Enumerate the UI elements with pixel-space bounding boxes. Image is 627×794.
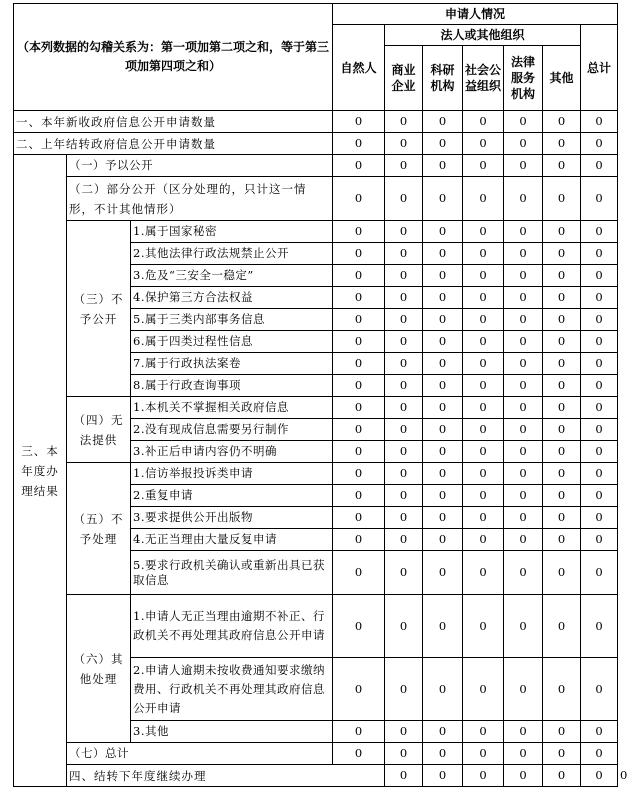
- cell-value: 0: [581, 309, 618, 331]
- cell-value: 0: [543, 155, 581, 177]
- cell-value: 0: [333, 375, 385, 397]
- cell-value: 0: [504, 595, 543, 658]
- cell-value: 0: [423, 658, 463, 721]
- cell-value: 0: [543, 743, 581, 765]
- cell-value: 0: [333, 419, 385, 441]
- header-total: 总计: [581, 25, 618, 111]
- row-label: 2.重复申请: [131, 485, 333, 507]
- cell-value: 0: [385, 111, 423, 133]
- cell-value: 0: [543, 177, 581, 221]
- cell-value: 0: [423, 507, 463, 529]
- row-label: 7.属于行政执法案卷: [131, 353, 333, 375]
- cell-value: 0: [581, 155, 618, 177]
- cell-value: 0: [581, 265, 618, 287]
- cell-value: 0: [504, 265, 543, 287]
- row-label: 二、上年结转政府信息公开申请数量: [14, 133, 333, 155]
- cell-value: 0: [385, 133, 423, 155]
- cell-value: 0: [333, 551, 385, 595]
- cell-value: 0: [463, 353, 504, 375]
- cell-value: 0: [463, 529, 504, 551]
- cell-value: 0: [581, 419, 618, 441]
- cell-value: 0: [423, 441, 463, 463]
- cell-value: 0: [581, 177, 618, 221]
- cell-value: 0: [463, 155, 504, 177]
- cell-value: 0: [385, 287, 423, 309]
- cell-value: 0: [463, 463, 504, 485]
- cell-value: 0: [504, 765, 543, 787]
- cell-value: 0: [423, 595, 463, 658]
- cell-value: 0: [543, 353, 581, 375]
- header-business: 商业企业: [385, 46, 423, 111]
- cell-value: 0: [543, 287, 581, 309]
- cell-value: 0: [385, 309, 423, 331]
- cell-value: 0: [333, 353, 385, 375]
- cell-value: 0: [543, 507, 581, 529]
- cell-value: 0: [423, 133, 463, 155]
- cell-value: 0: [581, 397, 618, 419]
- cell-value: 0: [333, 133, 385, 155]
- cell-value: 0: [385, 243, 423, 265]
- cell-value: 0: [504, 419, 543, 441]
- row-label: 3.危及“三安全一稳定”: [131, 265, 333, 287]
- cell-value: 0: [581, 529, 618, 551]
- row-label: 四、结转下年度继续办理: [67, 765, 385, 787]
- header-research: 科研机构: [423, 46, 463, 111]
- header-other: 其他: [543, 46, 581, 111]
- cell-value: 0: [333, 287, 385, 309]
- cell-value: 0: [581, 595, 618, 658]
- cell-value: 0: [504, 221, 543, 243]
- group-label: （三）不予公开: [67, 221, 131, 397]
- cell-value: 0: [423, 331, 463, 353]
- cell-value: 0: [333, 658, 385, 721]
- cell-value: 0: [423, 485, 463, 507]
- cell-value: 0: [423, 375, 463, 397]
- cell-value: 0: [543, 221, 581, 243]
- cell-value: 0: [581, 243, 618, 265]
- cell-value: 0: [463, 658, 504, 721]
- cell-value: 0: [333, 155, 385, 177]
- cell-value: 0: [543, 243, 581, 265]
- cell-value: 0: [463, 309, 504, 331]
- cell-value: 0: [543, 463, 581, 485]
- cell-value: 0: [543, 265, 581, 287]
- cell-value: 0: [333, 397, 385, 419]
- cell-value: 0: [581, 133, 618, 155]
- cell-value: 0: [385, 441, 423, 463]
- cell-value: 0: [333, 331, 385, 353]
- cell-value: 0: [543, 529, 581, 551]
- cell-value: 0: [423, 721, 463, 743]
- cell-value: 0: [423, 397, 463, 419]
- cell-value: 0: [543, 765, 581, 787]
- cell-value: 0: [581, 221, 618, 243]
- cell-value: 0: [333, 721, 385, 743]
- cell-value: 0: [581, 721, 618, 743]
- table-note: （本列数据的勾稽关系为：第一项加第二项之和，等于第三项加第四项之和）: [14, 4, 333, 111]
- row-label: 5.要求行政机关确认或重新出具已获取信息: [131, 551, 333, 595]
- group-label: （四）无法提供: [67, 397, 131, 463]
- group-label: （六）其他处理: [67, 595, 131, 743]
- cell-value: 0: [333, 177, 385, 221]
- cell-value: 0: [423, 111, 463, 133]
- row-label: （一）予以公开: [67, 155, 333, 177]
- cell-value: 0: [504, 507, 543, 529]
- cell-value: 0: [543, 441, 581, 463]
- cell-value: 0: [504, 743, 543, 765]
- cell-value: 0: [543, 309, 581, 331]
- cell-value: 0: [504, 441, 543, 463]
- cell-value: 0: [385, 177, 423, 221]
- cell-value: 0: [581, 551, 618, 595]
- cell-value: 0: [504, 111, 543, 133]
- cell-value: 0: [333, 221, 385, 243]
- cell-value: 0: [333, 441, 385, 463]
- cell-value: 0: [333, 595, 385, 658]
- cell-value: 0: [385, 595, 423, 658]
- row-label: 4.保护第三方合法权益: [131, 287, 333, 309]
- cell-value: 0: [463, 419, 504, 441]
- disclosure-table: （本列数据的勾稽关系为：第一项加第二项之和，等于第三项加第四项之和） 申请人情况 自然人 法人或其他组织 总计 商业企业 科研机构 社会公益组织 法律服务机构 其他 一、本年新收政府信息公开申请数量 0 0 0 0 0 0 0 二、上年结转政府信息公开申请数量 0 0 0 0 0 0 0 三、本年度办理结果 （一）予以公开 0 0 0 0 0 0 0 （二）部分公开（区分处理的，只计这一情形，不计其他情形） 0 0 0 0 0 0 0 （三）不予公开 1.属于国家秘密 0 0 0 0 0 0 0 2.其他法律行政法规禁止公开 0 0 0 0 0 0 0 3.危及“三安全一稳定” 0 0 0 0 0 0 0 4.保护第三方合法权益 0 0 0 0 0 0 0 5.属于三类内部事务信息 0 0 0 0 0 0 0 6.属于四类过程性信息 0 0 0 0 0 0 0 7.属于行政执法案卷 0 0 0 0 0 0 0 8.属于行政查询事项 0 0 0 0 0 0 0 （四）无法提供 1.本机关不掌握相关政府信息 0 0 0 0 0 0 0 2.没有现成信息需要另行制作 0 0 0 0 0 0 0 3.补正后申请内容仍不明确 0 0 0 0 0 0 0 （五）不予处理 1.信访举报投诉类申请 0 0 0 0 0 0 0 2.重复申请 0 0 0 0 0 0 0 3.要求提供公开出版物 0 0 0 0 0 0 0 4.无正当理由大量反复申请 0 0 0 0 0 0 0 5.要求行政机关确认或重新出具已获取信息 0 0 0 0 0 0 0 （六）其他处理 1.申请人无正当理由逾期不补正、行政机关不再处理其政府信息公开申请 0 0 0 0 0 0 0 2.申请人逾期未按收费通知要求缴纳费用、行政机关不再处理其政府信息公开申请 0 0 0 0 0 0 0 3.其他 0 0 0 0 0 0 0 （七）总计 0 0 0 0 0 0 0 四、结转下年度继续办理 0 0 0 0 0 0 0: [13, 3, 618, 787]
- cell-value: 0: [423, 243, 463, 265]
- cell-value: 0: [385, 155, 423, 177]
- cell-value: 0: [581, 111, 618, 133]
- cell-value: 0: [463, 485, 504, 507]
- cell-value: 0: [504, 177, 543, 221]
- cell-value: 0: [463, 765, 504, 787]
- cell-value: 0: [385, 658, 423, 721]
- cell-value: 0: [581, 353, 618, 375]
- cell-value: 0: [581, 463, 618, 485]
- cell-value: 0: [543, 551, 581, 595]
- cell-value: 0: [543, 397, 581, 419]
- cell-value: 0: [463, 331, 504, 353]
- cell-value: 0: [504, 658, 543, 721]
- cell-value: 0: [385, 529, 423, 551]
- cell-value: 0: [504, 331, 543, 353]
- cell-value: 0: [423, 177, 463, 221]
- cell-value: 0: [543, 485, 581, 507]
- row-label: 1.信访举报投诉类申请: [131, 463, 333, 485]
- cell-value: 0: [423, 419, 463, 441]
- cell-value: 0: [543, 419, 581, 441]
- cell-value: 0: [333, 111, 385, 133]
- cell-value: 0: [581, 765, 618, 787]
- row-label: 3.补正后申请内容仍不明确: [131, 441, 333, 463]
- cell-value: 0: [543, 133, 581, 155]
- cell-value: 0: [333, 485, 385, 507]
- cell-value: 0: [543, 721, 581, 743]
- cell-value: 0: [385, 507, 423, 529]
- cell-value: 0: [463, 375, 504, 397]
- header-law: 法律服务机构: [504, 46, 543, 111]
- cell-value: 0: [423, 221, 463, 243]
- cell-value: 0: [333, 529, 385, 551]
- cell-value: 0: [581, 287, 618, 309]
- row-label: 2.申请人逾期未按收费通知要求缴纳费用、行政机关不再处理其政府信息公开申请: [131, 658, 333, 721]
- row-label: 1.属于国家秘密: [131, 221, 333, 243]
- cell-value: 0: [504, 309, 543, 331]
- cell-value: 0: [385, 485, 423, 507]
- cell-value: 0: [463, 441, 504, 463]
- cell-value: 0: [333, 309, 385, 331]
- cell-value: 0: [543, 595, 581, 658]
- cell-value: 0: [504, 397, 543, 419]
- cell-value: 0: [543, 375, 581, 397]
- cell-value: 0: [543, 111, 581, 133]
- cell-value: 0: [385, 265, 423, 287]
- cell-value: 0: [463, 243, 504, 265]
- cell-value: 0: [581, 743, 618, 765]
- cell-value: 0: [504, 529, 543, 551]
- cell-value: 0: [463, 551, 504, 595]
- cell-value: 0: [423, 765, 463, 787]
- row-label: 一、本年新收政府信息公开申请数量: [14, 111, 333, 133]
- row-label: 3.其他: [131, 721, 333, 743]
- cell-value: 0: [385, 221, 423, 243]
- cell-value: 0: [385, 551, 423, 595]
- cell-value: 0: [504, 463, 543, 485]
- cell-value: 0: [504, 375, 543, 397]
- cell-value: 0: [463, 595, 504, 658]
- row-label: 6.属于四类过程性信息: [131, 331, 333, 353]
- cell-value: 0: [504, 155, 543, 177]
- header-natural-person: 自然人: [333, 25, 385, 111]
- cell-value: 0: [385, 331, 423, 353]
- cell-value: 0: [385, 765, 423, 787]
- cell-value: 0: [463, 287, 504, 309]
- result-label: 三、本年度办理结果: [14, 155, 67, 787]
- row-label: （七）总计: [67, 743, 333, 765]
- cell-value: 0: [463, 221, 504, 243]
- cell-value: 0: [385, 721, 423, 743]
- cell-value: 0: [423, 155, 463, 177]
- cell-value: 0: [463, 177, 504, 221]
- cell-value: 0: [385, 375, 423, 397]
- cell-value: 0: [385, 397, 423, 419]
- cell-value: 0: [581, 658, 618, 721]
- cell-value: 0: [581, 375, 618, 397]
- row-label: 3.要求提供公开出版物: [131, 507, 333, 529]
- cell-value: 0: [543, 331, 581, 353]
- cell-value: 0: [423, 529, 463, 551]
- cell-value: 0: [504, 721, 543, 743]
- cell-value: 0: [504, 243, 543, 265]
- cell-value: 0: [423, 309, 463, 331]
- cell-value: 0: [581, 331, 618, 353]
- cell-value: 0: [463, 743, 504, 765]
- row-label: 2.没有现成信息需要另行制作: [131, 419, 333, 441]
- cell-value: 0: [385, 463, 423, 485]
- cell-value: 0: [463, 111, 504, 133]
- cell-value: 0: [423, 265, 463, 287]
- row-label: 2.其他法律行政法规禁止公开: [131, 243, 333, 265]
- cell-value: 0: [333, 507, 385, 529]
- cell-value: 0: [581, 441, 618, 463]
- cell-value: 0: [333, 243, 385, 265]
- cell-value: 0: [333, 265, 385, 287]
- cell-value: 0: [504, 551, 543, 595]
- cell-value: 0: [333, 463, 385, 485]
- group-label: （五）不予处理: [67, 463, 131, 595]
- header-social: 社会公益组织: [463, 46, 504, 111]
- cell-value: 0: [385, 743, 423, 765]
- cell-value: 0: [504, 353, 543, 375]
- cell-value: 0: [463, 507, 504, 529]
- row-label: 1.本机关不掌握相关政府信息: [131, 397, 333, 419]
- cell-value: 0: [463, 721, 504, 743]
- row-label: 5.属于三类内部事务信息: [131, 309, 333, 331]
- row-label: 8.属于行政查询事项: [131, 375, 333, 397]
- header-legal-entity: 法人或其他组织: [385, 25, 581, 46]
- header-applicant: 申请人情况: [333, 4, 618, 25]
- cell-value: 0: [333, 743, 385, 765]
- cell-value: 0: [504, 133, 543, 155]
- cell-value: 0: [463, 133, 504, 155]
- cell-value: 0: [423, 551, 463, 595]
- row-label: 1.申请人无正当理由逾期不补正、行政机关不再处理其政府信息公开申请: [131, 595, 333, 658]
- cell-value: 0: [543, 658, 581, 721]
- cell-value: 0: [423, 287, 463, 309]
- row-label: 4.无正当理由大量反复申请: [131, 529, 333, 551]
- cell-value: 0: [385, 419, 423, 441]
- cell-value: 0: [504, 485, 543, 507]
- cell-value: 0: [385, 353, 423, 375]
- cell-value: 0: [463, 397, 504, 419]
- cell-value: 0: [504, 287, 543, 309]
- row-label: （二）部分公开（区分处理的，只计这一情形，不计其他情形）: [67, 177, 333, 221]
- cell-value: 0: [423, 463, 463, 485]
- cell-value: 0: [581, 485, 618, 507]
- cell-value: 0: [463, 265, 504, 287]
- cell-value: 0: [423, 743, 463, 765]
- cell-value: 0: [581, 507, 618, 529]
- cell-value: 0: [423, 353, 463, 375]
